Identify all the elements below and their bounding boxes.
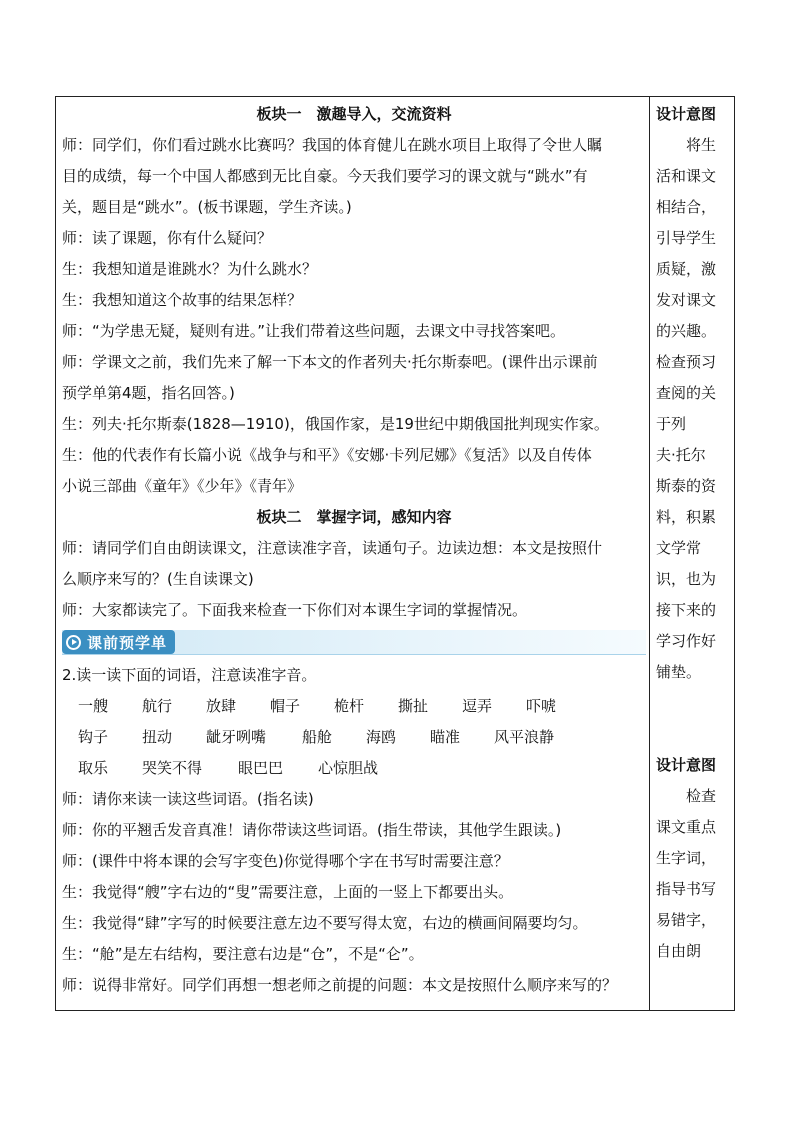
design-intent-line: 于列 [656, 415, 687, 433]
text-line: 师：读了课题，你有什么疑问？ [62, 229, 273, 247]
text-line: 师：请同学们自由朗读课文，注意读准字音，读通句子。边读边想：本文是按照什 [62, 539, 603, 557]
vocab-row [62, 691, 646, 722]
design-intent-line: 易错字， [656, 911, 717, 929]
vocab-word: 帽子 [270, 697, 301, 715]
vocab-word: 眼巴巴 [238, 759, 284, 777]
design-intent-line: 自由朗 [656, 942, 702, 960]
exercise-prompt: 2.读一读下面的词语，注意读准字音。 [62, 666, 317, 684]
text-line: 生：我觉得“肆”字写的时候要注意左边不要写得太宽，右边的横画间隔要均匀。 [62, 914, 588, 932]
design-intent-text-1 [656, 130, 728, 688]
design-intent-line: 检查 [686, 787, 717, 805]
side-spacer [656, 688, 728, 750]
text-line: 生：我想知道是谁跳水？为什么跳水？ [62, 260, 318, 278]
text-line: 师：“为学患无疑，疑则有进。”让我们带着这些问题，去课文中寻找答案吧。 [62, 322, 566, 340]
vocab-list [62, 691, 646, 784]
preview-sheet-banner [62, 630, 646, 654]
section2-dialogue [62, 784, 646, 1001]
play-circle-icon [66, 635, 81, 650]
vocab-word: 海鸥 [366, 728, 397, 746]
text-line: 目的成绩，每一个中国人都感到无比自豪。今天我们要学习的课文就与“跳水”有 [62, 167, 588, 185]
text-line: 师：说得非常好。同学们再想一想老师之前提的问题：本文是按照什么顺序来写的？ [62, 976, 618, 994]
design-intent-line: 生字词， [656, 849, 717, 867]
text-line: 师：学课文之前，我们先来了解一下本文的作者列夫·托尔斯泰吧。(课件出示课前 [62, 353, 598, 371]
design-intent-line: 料，积累 [656, 508, 717, 526]
design-intent-line: 接下来的 [656, 601, 717, 619]
design-intent-line: 铺垫。 [656, 663, 702, 681]
text-line: 生：他的代表作有长篇小说《战争与和平》《安娜·卡列尼娜》《复活》以及自传体 [62, 446, 592, 464]
vocab-word: 风平浪静 [494, 728, 555, 746]
column-divider [649, 96, 650, 1011]
design-intent-line: 查阅的关 [656, 384, 717, 402]
section2-intro [62, 533, 646, 626]
vocab-word: 船舱 [302, 728, 333, 746]
vocab-word: 撕扯 [398, 697, 429, 715]
vocab-row [62, 753, 646, 784]
design-intent-line: 发对课文 [656, 291, 717, 309]
design-intent-line: 相结合， [656, 198, 717, 216]
text-line: 生：“舱”是左右结构，要注意右边是“仓”，不是“仑”。 [62, 945, 424, 963]
vocab-word: 放肆 [206, 697, 237, 715]
design-intent-line: 检查预习 [656, 353, 717, 371]
vocab-word: 一艘 [78, 697, 109, 715]
design-intent-line: 夫·托尔 [656, 446, 706, 464]
text-line: 预学单第4题，指名回答。) [62, 384, 235, 402]
vocab-word: 取乐 [78, 759, 109, 777]
design-intent-line: 的兴趣。 [656, 322, 717, 340]
design-intent-title-1: 设计意图 [656, 105, 717, 123]
text-line: 小说三部曲《童年》《少年》《青年》 [62, 477, 303, 495]
design-intent-line: 将生 [686, 136, 717, 154]
text-line: 关，题目是“跳水”。(板书课题，学生齐读。) [62, 198, 352, 216]
vocab-word: 瞄准 [430, 728, 461, 746]
design-intent-line: 文学常 [656, 539, 702, 557]
vocab-word: 逗弄 [462, 697, 493, 715]
text-line: 生：我觉得“艘”字右边的“叟”需要注意，上面的一竖上下都要出头。 [62, 883, 514, 901]
vocab-word: 航行 [142, 697, 173, 715]
section2-title: 板块二 掌握字词，感知内容 [256, 508, 452, 526]
design-intent-title-2: 设计意图 [656, 756, 717, 774]
vocab-word: 哭笑不得 [142, 759, 203, 777]
text-line: 生：列夫·托尔斯泰(1828—1910)，俄国作家，是19世纪中期俄国批判现实作家。 [62, 415, 609, 433]
side-column [656, 99, 728, 967]
text-line: 生：我想知道这个故事的结果怎样？ [62, 291, 303, 309]
design-intent-line: 课文重点 [656, 818, 717, 836]
text-line: 师：你的平翘舌发音真准！请你带读这些词语。(指生带读，其他学生跟读。) [62, 821, 562, 839]
vocab-word: 龇牙咧嘴 [206, 728, 267, 746]
design-intent-line: 识，也为 [656, 570, 717, 588]
design-intent-line: 斯泰的资 [656, 477, 717, 495]
main-column [62, 99, 646, 1001]
design-intent-text-2 [656, 781, 728, 967]
vocab-word: 桅杆 [334, 697, 365, 715]
text-line: 么顺序来写的？(生自读课文) [62, 570, 254, 588]
design-intent-line: 学习作好 [656, 632, 717, 650]
text-line: 师：(课件中将本课的会写字变色)你觉得哪个字在书写时需要注意？ [62, 852, 509, 870]
text-line: 师：请你来读一读这些词语。(指名读) [62, 790, 314, 808]
vocab-word: 心惊胆战 [318, 759, 379, 777]
section1-body [62, 130, 646, 502]
banner-label: 课前预学单 [87, 633, 168, 652]
banner-tag [62, 630, 175, 654]
vocab-word: 吓唬 [526, 697, 557, 715]
design-intent-line: 质疑，激 [656, 260, 717, 278]
text-line: 师：大家都读完了。下面我来检查一下你们对本课生字词的掌握情况。 [62, 601, 528, 619]
design-intent-line: 引导学生 [656, 229, 717, 247]
vocab-word: 扭动 [142, 728, 173, 746]
vocab-word: 钩子 [78, 728, 109, 746]
design-intent-line: 指导书写 [656, 880, 717, 898]
vocab-row [62, 722, 646, 753]
design-intent-line: 活和课文 [656, 167, 717, 185]
text-line: 师：同学们，你们看过跳水比赛吗？我国的体育健儿在跳水项目上取得了令世人瞩 [62, 136, 603, 154]
section1-title: 板块一 激趣导入，交流资料 [256, 105, 452, 123]
